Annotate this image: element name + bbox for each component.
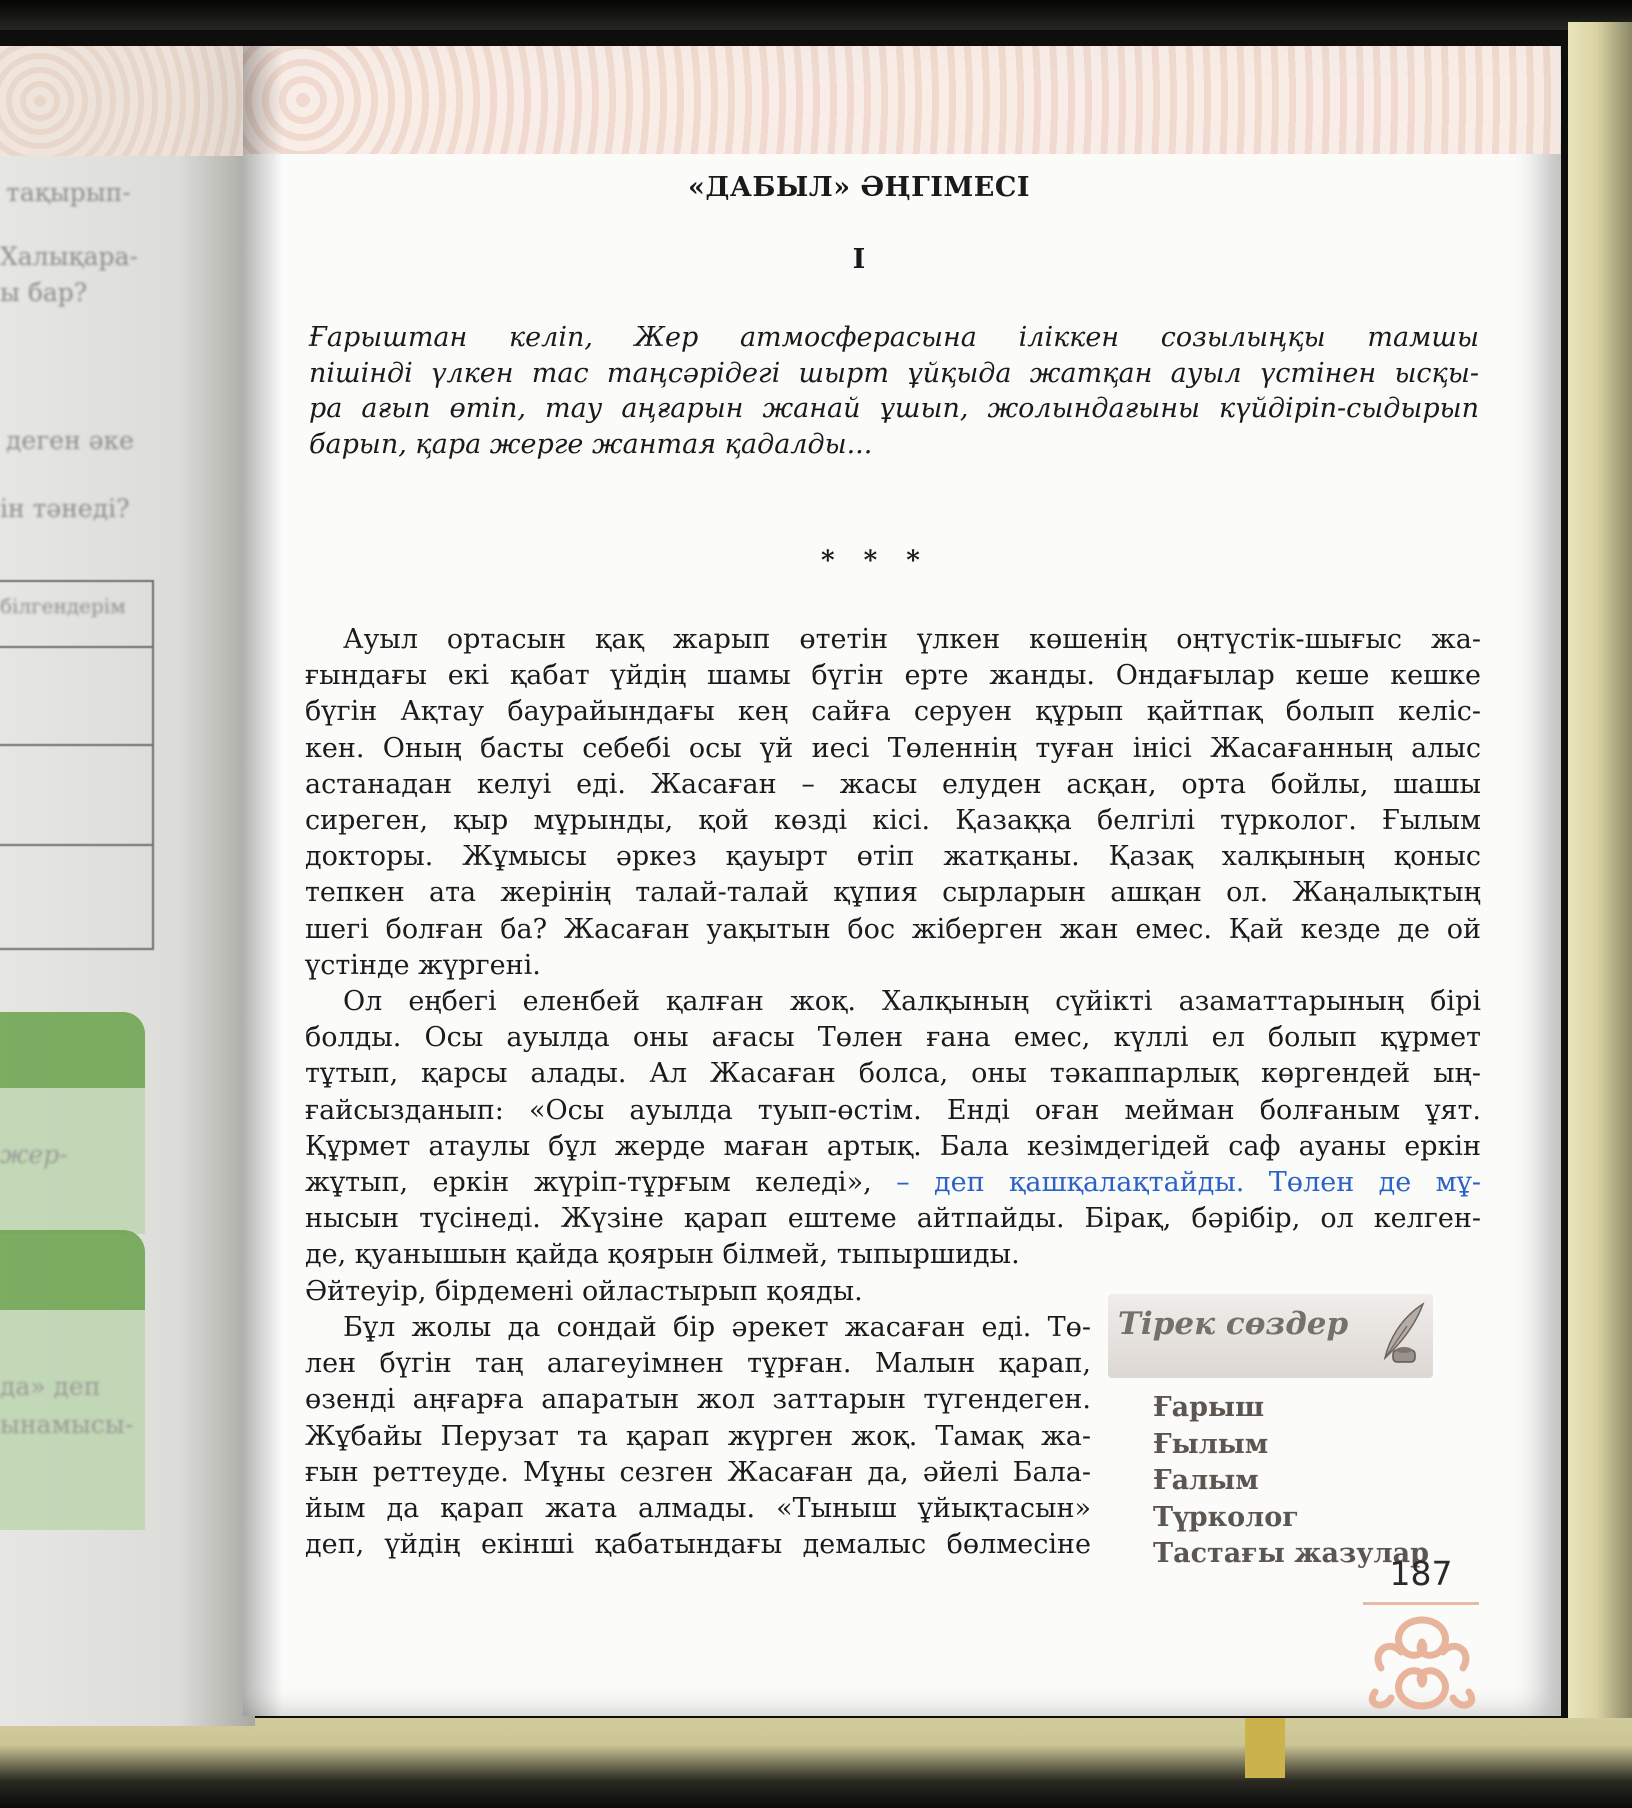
key-word: Ғалым <box>1153 1465 1259 1497</box>
body-text <box>305 622 1481 1310</box>
left-page-fragment: жер- <box>0 1140 68 1169</box>
left-page-fragment: ін тәнеді? <box>0 494 130 523</box>
chapter-number: I <box>852 244 866 275</box>
body-line: деп, үйдің екінші қабатындағы демалыс бөлмесіне <box>305 1529 1091 1561</box>
body-line: Әйтеуір, бірдемені ойластырып қояды. <box>305 1275 863 1307</box>
left-table-row <box>0 646 152 648</box>
left-page-ornament <box>0 46 255 156</box>
left-green-box <box>0 1310 145 1530</box>
left-page <box>0 46 255 1726</box>
key-word: Түрколог <box>1153 1501 1299 1533</box>
body-line: Жұбайы Перузат та қарап жүрген жоқ. Тамақ жа- <box>305 1420 1091 1452</box>
left-green-box <box>0 1088 145 1234</box>
left-page-fragment: Халықара- <box>0 242 138 271</box>
page-number: 187 <box>1389 1554 1453 1593</box>
body-line: лен бүгін таң алагеуімнен тұрған. Малын қарап, <box>305 1348 1091 1380</box>
body-text-narrow <box>305 1310 1091 1563</box>
body-line: өзенді аңғарға апаратын жол заттарын түгендеген. <box>305 1384 1091 1416</box>
cover-gold-strip <box>1245 1718 1285 1778</box>
left-page-fragment: тақырып- <box>6 178 131 207</box>
body-line-split <box>305 1165 1481 1201</box>
left-green-tab <box>0 1012 145 1088</box>
intro-line: пішінді үлкен тас таңсәрідегі шырт ұйқыда жатқан ауыл үстінен ысқы- <box>309 357 1479 389</box>
body-line: астанадан келуі еді. Жасаған – жасы елуден асқан, орта бойлы, шашы <box>305 768 1481 800</box>
body-line: йым да қарап жата алмады. «Тыныш ұйықтасын» <box>305 1493 1091 1525</box>
left-table-row <box>0 744 152 746</box>
book-cover-bottom <box>0 1718 1632 1808</box>
key-words-list <box>1153 1390 1429 1573</box>
story-title: «ДАБЫЛ» ӘҢГІМЕСІ <box>687 172 1030 203</box>
body-line: тепкен ата жерінің талай-талай құпия сырларын ашқан ол. Жаңалықтың <box>305 877 1481 909</box>
book-cover-right <box>1568 22 1632 1808</box>
left-page-fragment: ынамысы- <box>0 1410 134 1439</box>
quill-inkwell-icon <box>1367 1300 1437 1370</box>
book-page <box>243 46 1561 1716</box>
body-line: ғын реттеуде. Мұны сезген Жасаған да, әйелі Бала- <box>305 1456 1091 1488</box>
body-line-part: жұтып, еркін жүріп-тұрғым келеді», <box>305 1167 872 1199</box>
body-line: докторы. Жұмысы әркез қауырт өтіп жатқаны. Қазақ халқының қоныс <box>305 841 1481 873</box>
key-words-title: Тірек сөздер <box>1117 1306 1349 1342</box>
intro-paragraph <box>309 320 1479 462</box>
body-line-part: – деп қашқалақтайды. Төлен де мұ- <box>896 1167 1481 1199</box>
page-number-rule <box>1363 1602 1479 1605</box>
corner-ornament-icon <box>1361 1612 1483 1714</box>
left-page-fragment: да» деп <box>0 1372 101 1401</box>
key-word: Тастағы жазулар <box>1153 1538 1429 1570</box>
body-line: ғындағы екі қабат үйдің шамы бүгін ерте жанды. Ондағылар кеше кешке <box>305 660 1481 692</box>
body-line: кен. Оның басты себебі осы үй иесі Төленнің туған інісі Жасағанның алыс <box>305 732 1481 764</box>
left-page-fragment: ы бар? <box>0 278 88 307</box>
body-line: Құрмет атаулы бұл жерде маған артық. Бала кезімдегідей саф ауаны еркін <box>305 1130 1481 1162</box>
left-page-fragment: деген әке <box>6 426 134 455</box>
body-line: ғайсызданып: «Осы ауылда туып-өстім. Енді оған мейман болғаным ұят. <box>305 1094 1481 1126</box>
body-line: Ауыл ортасын қақ жарып өтетін үлкен көшенің оңтүстік-шығыс жа- <box>343 624 1481 655</box>
left-page-table <box>0 580 154 950</box>
body-line: тұтып, қарсы алады. Ал Жасаған болса, оны тәкаппарлық көргендей ың- <box>305 1058 1481 1090</box>
key-word: Ғарыш <box>1153 1392 1265 1423</box>
left-table-row <box>0 844 152 846</box>
body-line: болды. Осы ауылда оны ағасы Төлен ғана емес, күллі ел болып құрмет <box>305 1022 1481 1054</box>
left-page-fragment: білгендерім <box>0 594 126 618</box>
body-line: сиреген, қыр мұрынды, қой көзді кісі. Қазаққа белгілі түрколог. Ғылым <box>305 805 1481 837</box>
body-line: де, қуанышын қайда қоярын білмей, тыпыршиды. <box>305 1239 1020 1271</box>
intro-line: Ғарыштан келіп, Жер атмосферасына іліккен созылыңқы тамшы <box>309 322 1479 353</box>
key-word: Ғылым <box>1153 1428 1269 1460</box>
body-line: Ол еңбегі еленбей қалған жоқ. Халқының сүйікті азаматтарының бірі <box>343 986 1481 1018</box>
book-cover-top <box>0 0 1632 30</box>
body-line: нысын түсінеді. Жүзіне қарап ештеме айтпайды. Бірақ, бәрібір, ол келген- <box>305 1203 1481 1235</box>
left-green-tab <box>0 1230 145 1310</box>
body-line: Бұл жолы да сондай бір әрекет жасаған еді. Тө- <box>343 1312 1091 1343</box>
body-line: үстінде жүргені. <box>305 949 541 981</box>
intro-line: барып, қара жерге жантая қадалды... <box>309 428 873 460</box>
body-line: бүгін Ақтау баурайындағы кең сайға серуен құрып қайтпақ болып келіс- <box>305 696 1481 728</box>
section-separator: * * * <box>821 546 930 576</box>
intro-line: ра ағып өтіп, тау аңғарын жанай ұшып, жолындағыны күйдіріп-сыдырып <box>309 393 1479 424</box>
page-gutter-shadow <box>243 46 283 1716</box>
body-line: шегі болған ба? Жасаған уақытын бос жіберген жан емес. Қай кезде де ой <box>305 913 1481 945</box>
page-header-ornament <box>243 46 1561 154</box>
